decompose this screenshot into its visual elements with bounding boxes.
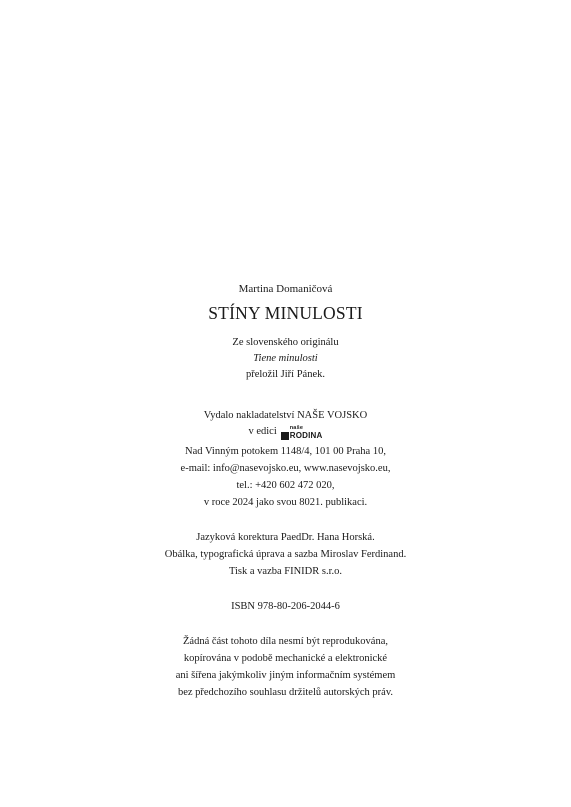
- publisher-phone: tel.: +420 602 472 020,: [236, 480, 335, 491]
- logo-square-icon: [281, 432, 289, 440]
- logo-word-text: RODINA: [289, 430, 323, 440]
- edition-prefix: v edici: [248, 426, 277, 437]
- isbn: ISBN 978-80-206-2044-6: [231, 601, 340, 612]
- translation-source-label: Ze slovenského originálu: [232, 337, 339, 348]
- edition-line: [0, 425, 571, 439]
- proofreading-credit: Jazyková korektura PaedDr. Hana Horská.: [196, 532, 375, 543]
- publisher-address: Nad Vinným potokem 1148/4, 101 00 Praha 10,: [185, 446, 386, 457]
- copyright-line-2: kopírována v podobě mechanické a elektronické: [183, 653, 388, 664]
- original-title: Tiene minulosti: [253, 353, 318, 364]
- printing-credit: Tisk a vazba FINIDR s.r.o.: [228, 566, 343, 577]
- publisher-line: Vydalo nakladatelství NAŠE VOJSKO: [203, 410, 368, 421]
- publisher-contacts: e-mail: info@nasevojsko.eu, www.nasevojsko.eu,: [180, 463, 391, 474]
- logo-top-text: naše: [289, 425, 304, 432]
- author-name: Martina Domaničová: [238, 283, 333, 295]
- copyright-line-3: ani šířena jakýmkoliv jiným informačním systémem: [175, 670, 396, 681]
- copyright-line-4: bez předchozího souhlasu držitelů autorských práv.: [177, 687, 394, 698]
- book-title: STÍNY MINULOSTI: [208, 303, 363, 323]
- copyright-line-1: Žádná část tohoto díla nesmí být reprodukována,: [183, 636, 388, 647]
- translator-credit: přeložil Jiří Pánek.: [245, 369, 326, 380]
- design-credit: Obálka, typografická úprava a sazba Miroslav Ferdinand.: [164, 549, 407, 560]
- publication-year-note: v roce 2024 jako svou 8021. publikaci.: [203, 497, 368, 508]
- nase-rodina-logo: [281, 426, 323, 440]
